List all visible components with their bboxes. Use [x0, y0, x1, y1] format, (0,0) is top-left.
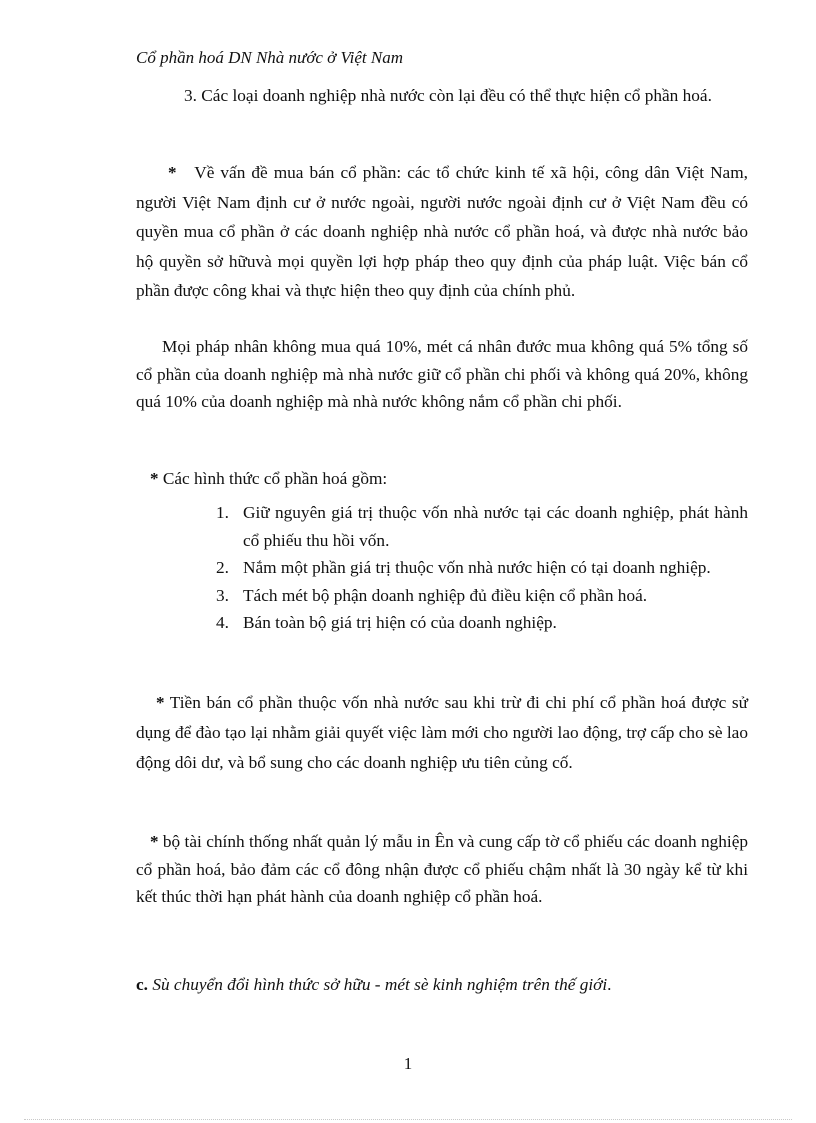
paragraph-4-text: Các hình thức cổ phần hoá gồm: [162, 469, 388, 488]
list-item-text: Giữ nguyên giá trị thuộc vốn nhà nước tại các doanh nghiệp, phát hành cổ phiếu thu hồi vốn. [243, 503, 748, 550]
paragraph-3-text: Mọi pháp nhân không mua quá 10%, mét cá nhân đước mua không quá 5% tổng số cổ phần của doanh nghiệp mà nhà nước giữ cổ phần chi phối và không quá 20%, không quá 10% của doanh nghiệp mà nhà nước không nắm cổ phần chi phối. [136, 337, 748, 411]
asterisk-bullet: * [156, 693, 165, 712]
list-item-number: 2. [216, 558, 229, 577]
list-item [216, 609, 748, 637]
list-item-number: 1. [216, 503, 229, 522]
paragraph-5 [136, 688, 748, 778]
paragraph-6 [136, 828, 748, 911]
list-item [216, 499, 748, 554]
paragraph-4 [136, 465, 748, 493]
paragraph-6-text: bộ tài chính thống nhất quản lý mẫu in Ên và cung cấp tờ cổ phiếu các doanh nghiệp cổ phần hoá, bảo đảm các cổ đông nhận được cổ phiếu chậm nhất là 30 ngày kể từ khi kết thúc thời hạn phát hành của doanh nghiệp cổ phần hoá. [136, 832, 749, 906]
paragraph-2 [136, 158, 748, 306]
forms-list [216, 499, 748, 637]
paragraph-1-text: 3. Các loại doanh nghiệp nhà nước còn lại đều có thể thực hiện cổ phần hoá. [184, 86, 712, 105]
list-item-text: Bán toàn bộ giá trị hiện có của doanh nghiệp. [243, 613, 557, 632]
section-heading [136, 975, 612, 995]
list-item-number: 3. [216, 585, 229, 605]
list-item-text: Tách mét bộ phận doanh nghiệp đủ điều kiện cổ phần hoá. [243, 585, 648, 605]
asterisk-bullet: * [168, 163, 177, 182]
running-header: Cổ phần hoá DN Nhà nước ở Việt Nam [136, 48, 403, 67]
page-number: 1 [403, 1054, 413, 1073]
asterisk-bullet: * [150, 469, 159, 488]
list-item-number: 4. [216, 613, 229, 632]
list-item-text: Nắm một phần giá trị thuộc vốn nhà nước hiện có tại doanh nghiệp. [243, 558, 711, 577]
list-item [216, 554, 748, 582]
asterisk-bullet: * [150, 832, 159, 851]
section-title: Sù chuyển đổi hình thức sở hữu - mét sè kinh nghiệm trên thế giới [152, 975, 608, 994]
page-break-divider [24, 1119, 792, 1120]
section-end: . [607, 975, 612, 994]
section-label: c. [136, 975, 148, 994]
list-item [216, 582, 748, 610]
paragraph-2-text: Về vấn đề mua bán cổ phần: các tổ chức kinh tế xã hội, công dân Việt Nam, người Việt Nam định cư ở nước ngoài, người nước ngoài định cư ở Việt Nam đều có quyền mua cổ phần ở các doanh nghiệp nhà nước cổ phần hoá, và được nhà nước bảo hộ quyền sở hữuvà mọi quyền lợi hợp pháp theo quy định của pháp luật. Việc bán cổ phần được công khai và thực hiện theo quy định của chính phủ. [136, 163, 748, 300]
paragraph-1 [136, 82, 748, 110]
paragraph-3 [136, 333, 748, 416]
paragraph-5-text: Tiền bán cổ phần thuộc vốn nhà nước sau khi trừ đi chi phí cổ phần hoá được sử dụng để đào tạo lại nhằm giải quyết việc làm mới cho người lao động, trợ cấp cho sè lao động dôi dư, và bổ sung cho các doanh nghiệp ưu tiên củng cố. [136, 693, 749, 772]
